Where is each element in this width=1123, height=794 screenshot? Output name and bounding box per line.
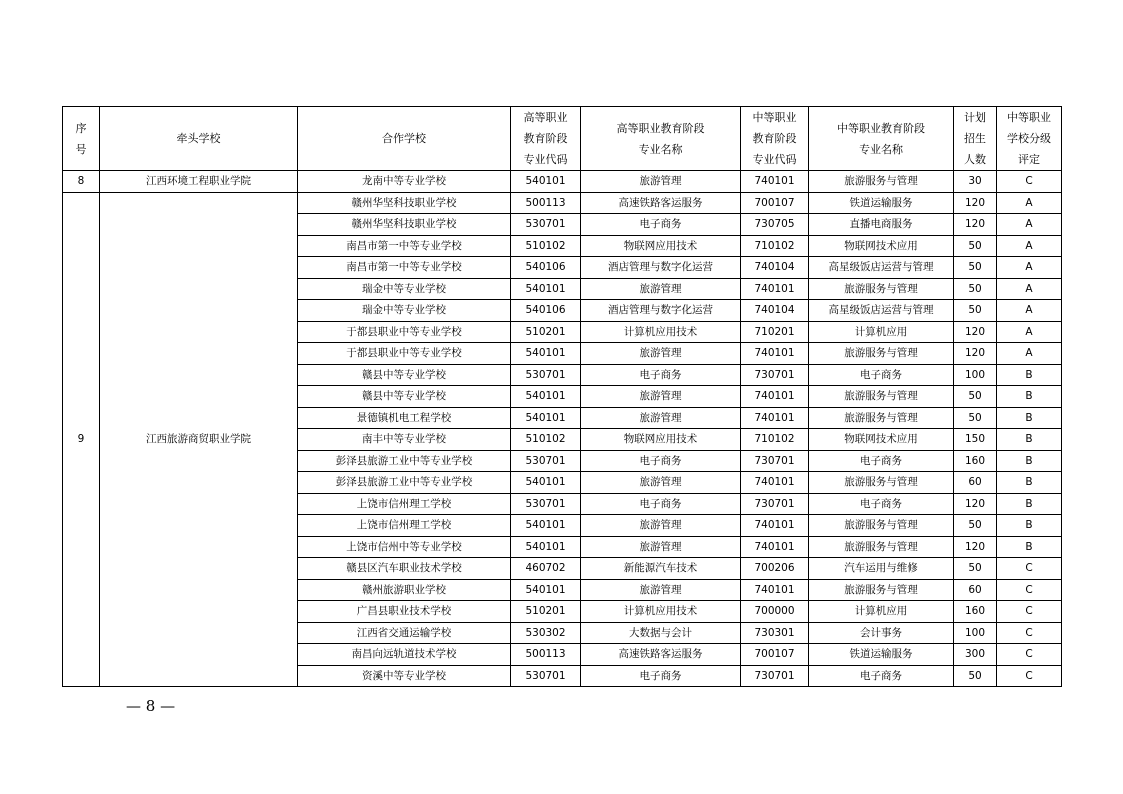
partner-school-cell: 瑞金中等专业学校 xyxy=(298,300,511,322)
header-line: 教育阶段 xyxy=(523,132,568,145)
higher-name-cell: 旅游管理 xyxy=(581,515,741,537)
secondary-code-cell: 730701 xyxy=(741,493,809,515)
plan-count-cell: 300 xyxy=(954,644,997,666)
higher-name-cell: 旅游管理 xyxy=(581,386,741,408)
secondary-name-cell: 旅游服务与管理 xyxy=(809,579,954,601)
header-line: 高等职业教育阶段 xyxy=(616,121,705,135)
secondary-code-cell: 700206 xyxy=(741,558,809,580)
partner-school-cell: 于都县职业中等专业学校 xyxy=(298,343,511,365)
plan-count-cell: 160 xyxy=(954,450,997,472)
grade-cell: B xyxy=(997,364,1062,386)
secondary-code-cell: 740101 xyxy=(741,386,809,408)
secondary-name-cell: 汽车运用与维修 xyxy=(809,558,954,580)
partner-school-cell: 彭泽县旅游工业中等专业学校 xyxy=(298,472,511,494)
secondary-name-cell: 会计事务 xyxy=(809,622,954,644)
plan-count-cell: 50 xyxy=(954,300,997,322)
higher-code-cell: 460702 xyxy=(511,558,581,580)
header-line: 学校分级 xyxy=(1007,132,1051,145)
lead-school-cell: 江西旅游商贸职业学院 xyxy=(100,192,298,687)
secondary-code-cell: 710102 xyxy=(741,429,809,451)
partner-school-cell: 赣县中等专业学校 xyxy=(298,386,511,408)
grade-cell: C xyxy=(997,622,1062,644)
higher-name-cell: 计算机应用技术 xyxy=(581,321,741,343)
partner-school-cell: 赣县中等专业学校 xyxy=(298,364,511,386)
grade-cell: B xyxy=(997,493,1062,515)
enrollment-table xyxy=(62,106,1062,687)
partner-school-cell: 赣州旅游职业学校 xyxy=(298,579,511,601)
grade-cell: C xyxy=(997,644,1062,666)
grade-cell: A xyxy=(997,300,1062,322)
header-line: 专业代码 xyxy=(752,153,797,166)
header-line: 专业代码 xyxy=(523,153,568,166)
plan-count-cell: 160 xyxy=(954,601,997,623)
header-higher-name xyxy=(581,107,741,171)
secondary-code-cell: 730701 xyxy=(741,450,809,472)
grade-cell: C xyxy=(997,665,1062,687)
secondary-name-cell: 直播电商服务 xyxy=(809,214,954,236)
higher-code-cell: 540106 xyxy=(511,300,581,322)
plan-count-cell: 50 xyxy=(954,515,997,537)
lead-school-cell: 江西环境工程职业学院 xyxy=(100,171,298,193)
plan-count-cell: 120 xyxy=(954,343,997,365)
header-line: 人数 xyxy=(964,153,986,166)
partner-school-cell: 赣州华坚科技职业学校 xyxy=(298,192,511,214)
secondary-code-cell: 700107 xyxy=(741,644,809,666)
higher-name-cell: 电子商务 xyxy=(581,214,741,236)
secondary-name-cell: 旅游服务与管理 xyxy=(809,171,954,193)
header-line: 计划 xyxy=(964,111,986,124)
higher-name-cell: 物联网应用技术 xyxy=(581,235,741,257)
secondary-name-cell: 旅游服务与管理 xyxy=(809,536,954,558)
higher-name-cell: 物联网应用技术 xyxy=(581,429,741,451)
grade-cell: A xyxy=(997,321,1062,343)
partner-school-cell: 资溪中等专业学校 xyxy=(298,665,511,687)
grade-cell: A xyxy=(997,343,1062,365)
partner-school-cell: 上饶市信州理工学校 xyxy=(298,515,511,537)
seq-cell: 8 xyxy=(63,171,100,193)
partner-school-cell: 江西省交通运输学校 xyxy=(298,622,511,644)
header-line: 牵头学校 xyxy=(176,132,221,145)
grade-cell: A xyxy=(997,235,1062,257)
higher-code-cell: 530701 xyxy=(511,214,581,236)
partner-school-cell: 瑞金中等专业学校 xyxy=(298,278,511,300)
grade-cell: B xyxy=(997,407,1062,429)
higher-code-cell: 530701 xyxy=(511,364,581,386)
higher-code-cell: 540101 xyxy=(511,343,581,365)
grade-cell: C xyxy=(997,171,1062,193)
secondary-name-cell: 高星级饭店运营与管理 xyxy=(809,257,954,279)
higher-name-cell: 电子商务 xyxy=(581,665,741,687)
grade-cell: B xyxy=(997,515,1062,537)
partner-school-cell: 南昌市第一中等专业学校 xyxy=(298,235,511,257)
secondary-name-cell: 计算机应用 xyxy=(809,601,954,623)
plan-count-cell: 50 xyxy=(954,665,997,687)
higher-name-cell: 旅游管理 xyxy=(581,343,741,365)
plan-count-cell: 120 xyxy=(954,192,997,214)
secondary-name-cell: 旅游服务与管理 xyxy=(809,278,954,300)
secondary-name-cell: 旅游服务与管理 xyxy=(809,515,954,537)
higher-name-cell: 电子商务 xyxy=(581,493,741,515)
higher-code-cell: 540101 xyxy=(511,472,581,494)
seq-cell: 9 xyxy=(63,192,100,687)
secondary-code-cell: 710102 xyxy=(741,235,809,257)
grade-cell: B xyxy=(997,386,1062,408)
higher-name-cell: 高速铁路客运服务 xyxy=(581,644,741,666)
partner-school-cell: 景德镇机电工程学校 xyxy=(298,407,511,429)
higher-name-cell: 电子商务 xyxy=(581,450,741,472)
secondary-name-cell: 电子商务 xyxy=(809,450,954,472)
plan-count-cell: 100 xyxy=(954,364,997,386)
table-row xyxy=(63,192,1062,214)
secondary-name-cell: 铁道运输服务 xyxy=(809,644,954,666)
secondary-code-cell: 700000 xyxy=(741,601,809,623)
plan-count-cell: 50 xyxy=(954,257,997,279)
secondary-code-cell: 740101 xyxy=(741,171,809,193)
higher-name-cell: 旅游管理 xyxy=(581,278,741,300)
secondary-name-cell: 电子商务 xyxy=(809,493,954,515)
partner-school-cell: 广昌县职业技术学校 xyxy=(298,601,511,623)
grade-cell: B xyxy=(997,472,1062,494)
partner-school-cell: 赣州华坚科技职业学校 xyxy=(298,214,511,236)
partner-school-cell: 于都县职业中等专业学校 xyxy=(298,321,511,343)
header-line: 教育阶段 xyxy=(752,132,797,145)
grade-cell: C xyxy=(997,558,1062,580)
secondary-name-cell: 旅游服务与管理 xyxy=(809,472,954,494)
grade-cell: C xyxy=(997,579,1062,601)
plan-count-cell: 100 xyxy=(954,622,997,644)
higher-code-cell: 500113 xyxy=(511,644,581,666)
plan-count-cell: 120 xyxy=(954,214,997,236)
plan-count-cell: 120 xyxy=(954,536,997,558)
partner-school-cell: 赣县区汽车职业技术学校 xyxy=(298,558,511,580)
grade-cell: B xyxy=(997,450,1062,472)
header-lead-school xyxy=(100,107,298,171)
grade-cell: B xyxy=(997,536,1062,558)
header-line: 评定 xyxy=(1018,153,1040,166)
page-number: — 8 — xyxy=(126,697,176,715)
secondary-code-cell: 740101 xyxy=(741,278,809,300)
secondary-code-cell: 740101 xyxy=(741,472,809,494)
higher-code-cell: 510102 xyxy=(511,235,581,257)
plan-count-cell: 50 xyxy=(954,235,997,257)
secondary-code-cell: 730301 xyxy=(741,622,809,644)
header-line: 号 xyxy=(75,142,87,156)
table-body xyxy=(63,171,1062,687)
secondary-name-cell: 物联网技术应用 xyxy=(809,235,954,257)
higher-name-cell: 酒店管理与数字化运营 xyxy=(581,257,741,279)
secondary-code-cell: 730701 xyxy=(741,364,809,386)
partner-school-cell: 南昌市第一中等专业学校 xyxy=(298,257,511,279)
higher-name-cell: 旅游管理 xyxy=(581,407,741,429)
grade-cell: A xyxy=(997,257,1062,279)
secondary-name-cell: 计算机应用 xyxy=(809,321,954,343)
plan-count-cell: 120 xyxy=(954,321,997,343)
higher-name-cell: 旅游管理 xyxy=(581,536,741,558)
secondary-name-cell: 高星级饭店运营与管理 xyxy=(809,300,954,322)
secondary-name-cell: 电子商务 xyxy=(809,364,954,386)
secondary-name-cell: 物联网技术应用 xyxy=(809,429,954,451)
header-line: 高等职业 xyxy=(523,111,568,124)
header-higher-code xyxy=(511,107,581,171)
higher-code-cell: 540101 xyxy=(511,171,581,193)
partner-school-cell: 南昌向远轨道技术学校 xyxy=(298,644,511,666)
higher-code-cell: 540101 xyxy=(511,278,581,300)
header-grade xyxy=(997,107,1062,171)
secondary-code-cell: 740101 xyxy=(741,579,809,601)
secondary-code-cell: 710201 xyxy=(741,321,809,343)
header-row xyxy=(63,107,1062,171)
higher-code-cell: 530701 xyxy=(511,450,581,472)
partner-school-cell: 南丰中等专业学校 xyxy=(298,429,511,451)
higher-name-cell: 计算机应用技术 xyxy=(581,601,741,623)
higher-name-cell: 酒店管理与数字化运营 xyxy=(581,300,741,322)
plan-count-cell: 150 xyxy=(954,429,997,451)
header-line: 专业名称 xyxy=(859,142,903,156)
higher-code-cell: 530701 xyxy=(511,665,581,687)
grade-cell: A xyxy=(997,192,1062,214)
higher-code-cell: 510201 xyxy=(511,601,581,623)
higher-code-cell: 510102 xyxy=(511,429,581,451)
secondary-code-cell: 740101 xyxy=(741,343,809,365)
table-row xyxy=(63,171,1062,193)
higher-name-cell: 旅游管理 xyxy=(581,472,741,494)
plan-count-cell: 60 xyxy=(954,472,997,494)
header-line: 专业名称 xyxy=(638,142,683,156)
higher-code-cell: 510201 xyxy=(511,321,581,343)
secondary-name-cell: 旅游服务与管理 xyxy=(809,407,954,429)
header-plan xyxy=(954,107,997,171)
secondary-code-cell: 740104 xyxy=(741,300,809,322)
secondary-name-cell: 铁道运输服务 xyxy=(809,192,954,214)
higher-code-cell: 540101 xyxy=(511,579,581,601)
header-line: 中等职业 xyxy=(752,111,797,124)
higher-code-cell: 540101 xyxy=(511,536,581,558)
header-line: 招生 xyxy=(964,132,986,145)
higher-code-cell: 500113 xyxy=(511,192,581,214)
partner-school-cell: 龙南中等专业学校 xyxy=(298,171,511,193)
secondary-name-cell: 旅游服务与管理 xyxy=(809,343,954,365)
plan-count-cell: 50 xyxy=(954,278,997,300)
plan-count-cell: 50 xyxy=(954,407,997,429)
header-seq xyxy=(63,107,100,171)
secondary-code-cell: 740101 xyxy=(741,515,809,537)
secondary-code-cell: 700107 xyxy=(741,192,809,214)
higher-name-cell: 旅游管理 xyxy=(581,171,741,193)
secondary-code-cell: 740101 xyxy=(741,536,809,558)
grade-cell: C xyxy=(997,601,1062,623)
plan-count-cell: 30 xyxy=(954,171,997,193)
higher-name-cell: 高速铁路客运服务 xyxy=(581,192,741,214)
higher-name-cell: 新能源汽车技术 xyxy=(581,558,741,580)
secondary-name-cell: 旅游服务与管理 xyxy=(809,386,954,408)
higher-code-cell: 530701 xyxy=(511,493,581,515)
higher-code-cell: 540101 xyxy=(511,386,581,408)
partner-school-cell: 上饶市信州理工学校 xyxy=(298,493,511,515)
plan-count-cell: 50 xyxy=(954,386,997,408)
plan-count-cell: 50 xyxy=(954,558,997,580)
higher-code-cell: 540101 xyxy=(511,407,581,429)
higher-code-cell: 530302 xyxy=(511,622,581,644)
higher-code-cell: 540106 xyxy=(511,257,581,279)
partner-school-cell: 上饶市信州中等专业学校 xyxy=(298,536,511,558)
header-secondary-code xyxy=(741,107,809,171)
higher-name-cell: 电子商务 xyxy=(581,364,741,386)
partner-school-cell: 彭泽县旅游工业中等专业学校 xyxy=(298,450,511,472)
grade-cell: B xyxy=(997,429,1062,451)
secondary-code-cell: 740101 xyxy=(741,407,809,429)
secondary-code-cell: 740104 xyxy=(741,257,809,279)
grade-cell: A xyxy=(997,278,1062,300)
header-line: 序 xyxy=(75,121,87,135)
higher-code-cell: 540101 xyxy=(511,515,581,537)
grade-cell: A xyxy=(997,214,1062,236)
header-line: 中等职业教育阶段 xyxy=(837,121,925,135)
higher-name-cell: 旅游管理 xyxy=(581,579,741,601)
secondary-code-cell: 730705 xyxy=(741,214,809,236)
secondary-name-cell: 电子商务 xyxy=(809,665,954,687)
plan-count-cell: 60 xyxy=(954,579,997,601)
header-partner-school xyxy=(298,107,511,171)
header-secondary-name xyxy=(809,107,954,171)
plan-count-cell: 120 xyxy=(954,493,997,515)
header-line: 中等职业 xyxy=(1007,111,1051,124)
higher-name-cell: 大数据与会计 xyxy=(581,622,741,644)
secondary-code-cell: 730701 xyxy=(741,665,809,687)
header-line: 合作学校 xyxy=(382,132,426,145)
